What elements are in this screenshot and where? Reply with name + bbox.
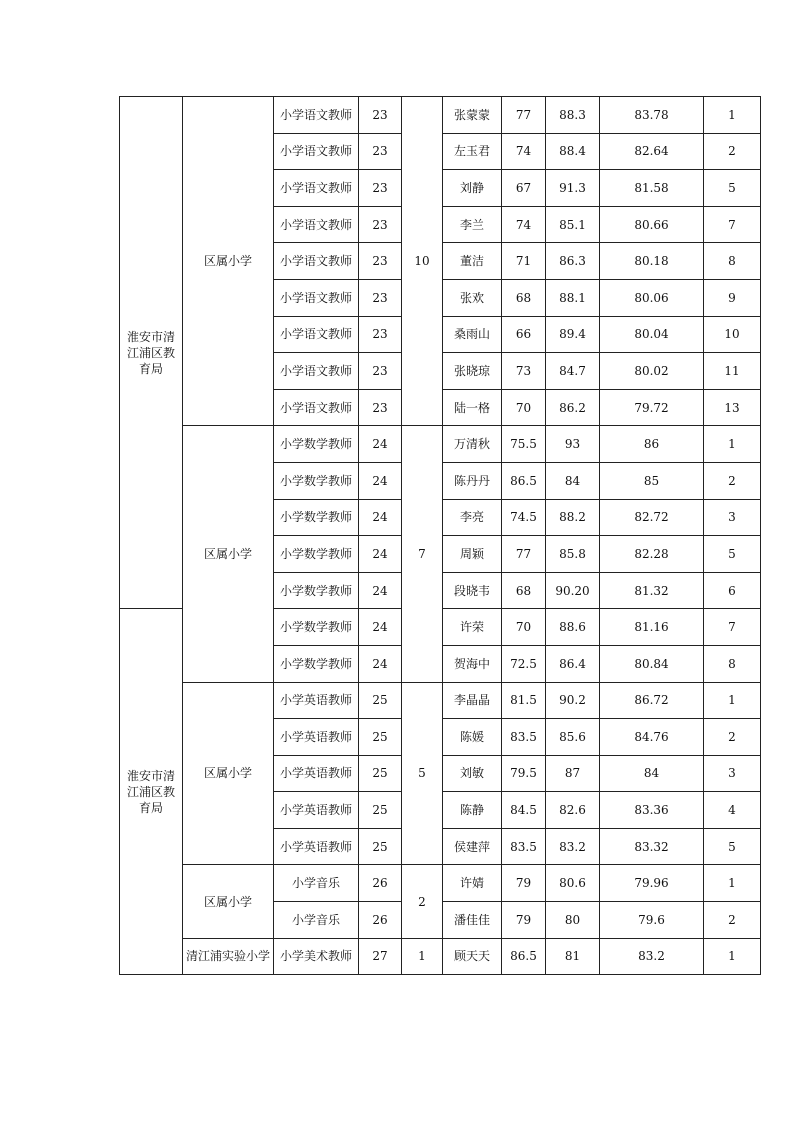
interview-score-cell: 80.6 bbox=[546, 865, 600, 902]
interview-score-cell: 84 bbox=[546, 462, 600, 499]
rank-cell: 5 bbox=[704, 170, 761, 207]
rank-cell: 8 bbox=[704, 645, 761, 682]
total-score-cell: 80.06 bbox=[600, 279, 704, 316]
name-cell: 李亮 bbox=[443, 499, 502, 536]
written-score-cell: 86.5 bbox=[502, 938, 546, 975]
written-score-cell: 79 bbox=[502, 902, 546, 939]
interview-score-cell: 93 bbox=[546, 426, 600, 463]
interview-score-cell: 88.3 bbox=[546, 97, 600, 134]
position-cell: 小学语文教师 bbox=[274, 316, 359, 353]
total-score-cell: 83.32 bbox=[600, 828, 704, 865]
rank-cell: 1 bbox=[704, 938, 761, 975]
total-score-cell: 86 bbox=[600, 426, 704, 463]
written-score-cell: 71 bbox=[502, 243, 546, 280]
quota-cell: 5 bbox=[402, 682, 443, 865]
name-cell: 陆一格 bbox=[443, 389, 502, 426]
written-score-cell: 68 bbox=[502, 572, 546, 609]
code-cell: 25 bbox=[359, 755, 402, 792]
position-cell: 小学数学教师 bbox=[274, 426, 359, 463]
position-cell: 小学英语教师 bbox=[274, 792, 359, 829]
rank-cell: 2 bbox=[704, 462, 761, 499]
written-score-cell: 66 bbox=[502, 316, 546, 353]
code-cell: 25 bbox=[359, 682, 402, 719]
total-score-cell: 82.28 bbox=[600, 536, 704, 573]
written-score-cell: 70 bbox=[502, 609, 546, 646]
interview-score-cell: 85.6 bbox=[546, 719, 600, 756]
total-score-cell: 80.84 bbox=[600, 645, 704, 682]
written-score-cell: 83.5 bbox=[502, 828, 546, 865]
quota-cell: 7 bbox=[402, 426, 443, 682]
written-score-cell: 67 bbox=[502, 170, 546, 207]
position-cell: 小学英语教师 bbox=[274, 719, 359, 756]
written-score-cell: 68 bbox=[502, 279, 546, 316]
total-score-cell: 82.64 bbox=[600, 133, 704, 170]
code-cell: 24 bbox=[359, 462, 402, 499]
rank-cell: 8 bbox=[704, 243, 761, 280]
code-cell: 23 bbox=[359, 97, 402, 134]
interview-score-cell: 85.8 bbox=[546, 536, 600, 573]
written-score-cell: 75.5 bbox=[502, 426, 546, 463]
total-score-cell: 85 bbox=[600, 462, 704, 499]
total-score-cell: 80.02 bbox=[600, 353, 704, 390]
position-cell: 小学语文教师 bbox=[274, 97, 359, 134]
code-cell: 27 bbox=[359, 938, 402, 975]
written-score-cell: 72.5 bbox=[502, 645, 546, 682]
total-score-cell: 86.72 bbox=[600, 682, 704, 719]
rank-cell: 7 bbox=[704, 609, 761, 646]
interview-score-cell: 88.2 bbox=[546, 499, 600, 536]
position-cell: 小学美术教师 bbox=[274, 938, 359, 975]
unit-cell: 区属小学 bbox=[183, 97, 274, 426]
unit-cell: 区属小学 bbox=[183, 426, 274, 682]
written-score-cell: 81.5 bbox=[502, 682, 546, 719]
code-cell: 23 bbox=[359, 316, 402, 353]
position-cell: 小学音乐 bbox=[274, 902, 359, 939]
written-score-cell: 74.5 bbox=[502, 499, 546, 536]
position-cell: 小学语文教师 bbox=[274, 243, 359, 280]
total-score-cell: 81.16 bbox=[600, 609, 704, 646]
org-cell: 淮安市清江浦区教育局 bbox=[120, 609, 183, 975]
code-cell: 25 bbox=[359, 792, 402, 829]
code-cell: 23 bbox=[359, 206, 402, 243]
total-score-cell: 79.72 bbox=[600, 389, 704, 426]
written-score-cell: 74 bbox=[502, 206, 546, 243]
total-score-cell: 82.72 bbox=[600, 499, 704, 536]
rank-cell: 4 bbox=[704, 792, 761, 829]
rank-cell: 2 bbox=[704, 719, 761, 756]
table-row bbox=[120, 97, 761, 134]
unit-cell: 区属小学 bbox=[183, 682, 274, 865]
name-cell: 许婧 bbox=[443, 865, 502, 902]
position-cell: 小学音乐 bbox=[274, 865, 359, 902]
name-cell: 潘佳佳 bbox=[443, 902, 502, 939]
interview-score-cell: 86.3 bbox=[546, 243, 600, 280]
interview-score-cell: 88.1 bbox=[546, 279, 600, 316]
rank-cell: 1 bbox=[704, 426, 761, 463]
code-cell: 23 bbox=[359, 389, 402, 426]
unit-cell: 区属小学 bbox=[183, 865, 274, 938]
interview-score-cell: 91.3 bbox=[546, 170, 600, 207]
rank-cell: 3 bbox=[704, 499, 761, 536]
interview-score-cell: 90.2 bbox=[546, 682, 600, 719]
code-cell: 24 bbox=[359, 536, 402, 573]
interview-score-cell: 81 bbox=[546, 938, 600, 975]
table-row bbox=[120, 426, 761, 463]
total-score-cell: 81.32 bbox=[600, 572, 704, 609]
code-cell: 23 bbox=[359, 243, 402, 280]
interview-score-cell: 86.2 bbox=[546, 389, 600, 426]
rank-cell: 2 bbox=[704, 902, 761, 939]
total-score-cell: 84 bbox=[600, 755, 704, 792]
code-cell: 24 bbox=[359, 499, 402, 536]
name-cell: 顾天天 bbox=[443, 938, 502, 975]
position-cell: 小学英语教师 bbox=[274, 682, 359, 719]
written-score-cell: 83.5 bbox=[502, 719, 546, 756]
interview-score-cell: 82.6 bbox=[546, 792, 600, 829]
total-score-cell: 83.2 bbox=[600, 938, 704, 975]
position-cell: 小学数学教师 bbox=[274, 536, 359, 573]
code-cell: 23 bbox=[359, 133, 402, 170]
rank-cell: 2 bbox=[704, 133, 761, 170]
name-cell: 李兰 bbox=[443, 206, 502, 243]
total-score-cell: 83.36 bbox=[600, 792, 704, 829]
position-cell: 小学数学教师 bbox=[274, 609, 359, 646]
interview-score-cell: 84.7 bbox=[546, 353, 600, 390]
table-row bbox=[120, 682, 761, 719]
rank-cell: 1 bbox=[704, 865, 761, 902]
total-score-cell: 79.96 bbox=[600, 865, 704, 902]
position-cell: 小学数学教师 bbox=[274, 572, 359, 609]
position-cell: 小学语文教师 bbox=[274, 279, 359, 316]
interview-score-cell: 83.2 bbox=[546, 828, 600, 865]
code-cell: 23 bbox=[359, 279, 402, 316]
quota-cell: 2 bbox=[402, 865, 443, 938]
org-cell: 淮安市清江浦区教育局 bbox=[120, 97, 183, 609]
code-cell: 26 bbox=[359, 865, 402, 902]
name-cell: 左玉君 bbox=[443, 133, 502, 170]
name-cell: 刘静 bbox=[443, 170, 502, 207]
name-cell: 侯建萍 bbox=[443, 828, 502, 865]
position-cell: 小学数学教师 bbox=[274, 462, 359, 499]
code-cell: 26 bbox=[359, 902, 402, 939]
name-cell: 许荣 bbox=[443, 609, 502, 646]
name-cell: 贺海中 bbox=[443, 645, 502, 682]
position-cell: 小学英语教师 bbox=[274, 755, 359, 792]
interview-score-cell: 90.20 bbox=[546, 572, 600, 609]
total-score-cell: 80.04 bbox=[600, 316, 704, 353]
rank-cell: 6 bbox=[704, 572, 761, 609]
rank-cell: 10 bbox=[704, 316, 761, 353]
interview-score-cell: 88.6 bbox=[546, 609, 600, 646]
total-score-cell: 84.76 bbox=[600, 719, 704, 756]
code-cell: 24 bbox=[359, 572, 402, 609]
position-cell: 小学语文教师 bbox=[274, 170, 359, 207]
written-score-cell: 77 bbox=[502, 536, 546, 573]
code-cell: 24 bbox=[359, 426, 402, 463]
name-cell: 董洁 bbox=[443, 243, 502, 280]
name-cell: 张晓琼 bbox=[443, 353, 502, 390]
rank-cell: 7 bbox=[704, 206, 761, 243]
written-score-cell: 84.5 bbox=[502, 792, 546, 829]
total-score-cell: 83.78 bbox=[600, 97, 704, 134]
name-cell: 陈丹丹 bbox=[443, 462, 502, 499]
rank-cell: 1 bbox=[704, 97, 761, 134]
name-cell: 刘敏 bbox=[443, 755, 502, 792]
name-cell: 万清秋 bbox=[443, 426, 502, 463]
code-cell: 23 bbox=[359, 353, 402, 390]
name-cell: 段晓韦 bbox=[443, 572, 502, 609]
quota-cell: 1 bbox=[402, 938, 443, 975]
position-cell: 小学数学教师 bbox=[274, 499, 359, 536]
table-row bbox=[120, 865, 761, 902]
name-cell: 周颖 bbox=[443, 536, 502, 573]
code-cell: 23 bbox=[359, 170, 402, 207]
rank-cell: 11 bbox=[704, 353, 761, 390]
position-cell: 小学语文教师 bbox=[274, 389, 359, 426]
interview-score-cell: 80 bbox=[546, 902, 600, 939]
name-cell: 陈静 bbox=[443, 792, 502, 829]
total-score-cell: 81.58 bbox=[600, 170, 704, 207]
name-cell: 张蒙蒙 bbox=[443, 97, 502, 134]
interview-score-cell: 89.4 bbox=[546, 316, 600, 353]
written-score-cell: 79.5 bbox=[502, 755, 546, 792]
position-cell: 小学语文教师 bbox=[274, 353, 359, 390]
rank-cell: 5 bbox=[704, 536, 761, 573]
name-cell: 陈媛 bbox=[443, 719, 502, 756]
code-cell: 25 bbox=[359, 719, 402, 756]
written-score-cell: 86.5 bbox=[502, 462, 546, 499]
total-score-cell: 80.18 bbox=[600, 243, 704, 280]
rank-cell: 5 bbox=[704, 828, 761, 865]
written-score-cell: 77 bbox=[502, 97, 546, 134]
rank-cell: 1 bbox=[704, 682, 761, 719]
interview-score-cell: 88.4 bbox=[546, 133, 600, 170]
code-cell: 24 bbox=[359, 645, 402, 682]
written-score-cell: 70 bbox=[502, 389, 546, 426]
name-cell: 张欢 bbox=[443, 279, 502, 316]
total-score-cell: 79.6 bbox=[600, 902, 704, 939]
position-cell: 小学语文教师 bbox=[274, 133, 359, 170]
written-score-cell: 73 bbox=[502, 353, 546, 390]
table-row bbox=[120, 938, 761, 975]
name-cell: 桑雨山 bbox=[443, 316, 502, 353]
results-table bbox=[119, 96, 761, 975]
interview-score-cell: 87 bbox=[546, 755, 600, 792]
unit-cell: 清江浦实验小学 bbox=[183, 938, 274, 975]
quota-cell: 10 bbox=[402, 97, 443, 426]
rank-cell: 3 bbox=[704, 755, 761, 792]
position-cell: 小学语文教师 bbox=[274, 206, 359, 243]
code-cell: 24 bbox=[359, 609, 402, 646]
written-score-cell: 74 bbox=[502, 133, 546, 170]
interview-score-cell: 86.4 bbox=[546, 645, 600, 682]
written-score-cell: 79 bbox=[502, 865, 546, 902]
name-cell: 李晶晶 bbox=[443, 682, 502, 719]
position-cell: 小学数学教师 bbox=[274, 645, 359, 682]
rank-cell: 9 bbox=[704, 279, 761, 316]
code-cell: 25 bbox=[359, 828, 402, 865]
total-score-cell: 80.66 bbox=[600, 206, 704, 243]
interview-score-cell: 85.1 bbox=[546, 206, 600, 243]
rank-cell: 13 bbox=[704, 389, 761, 426]
position-cell: 小学英语教师 bbox=[274, 828, 359, 865]
